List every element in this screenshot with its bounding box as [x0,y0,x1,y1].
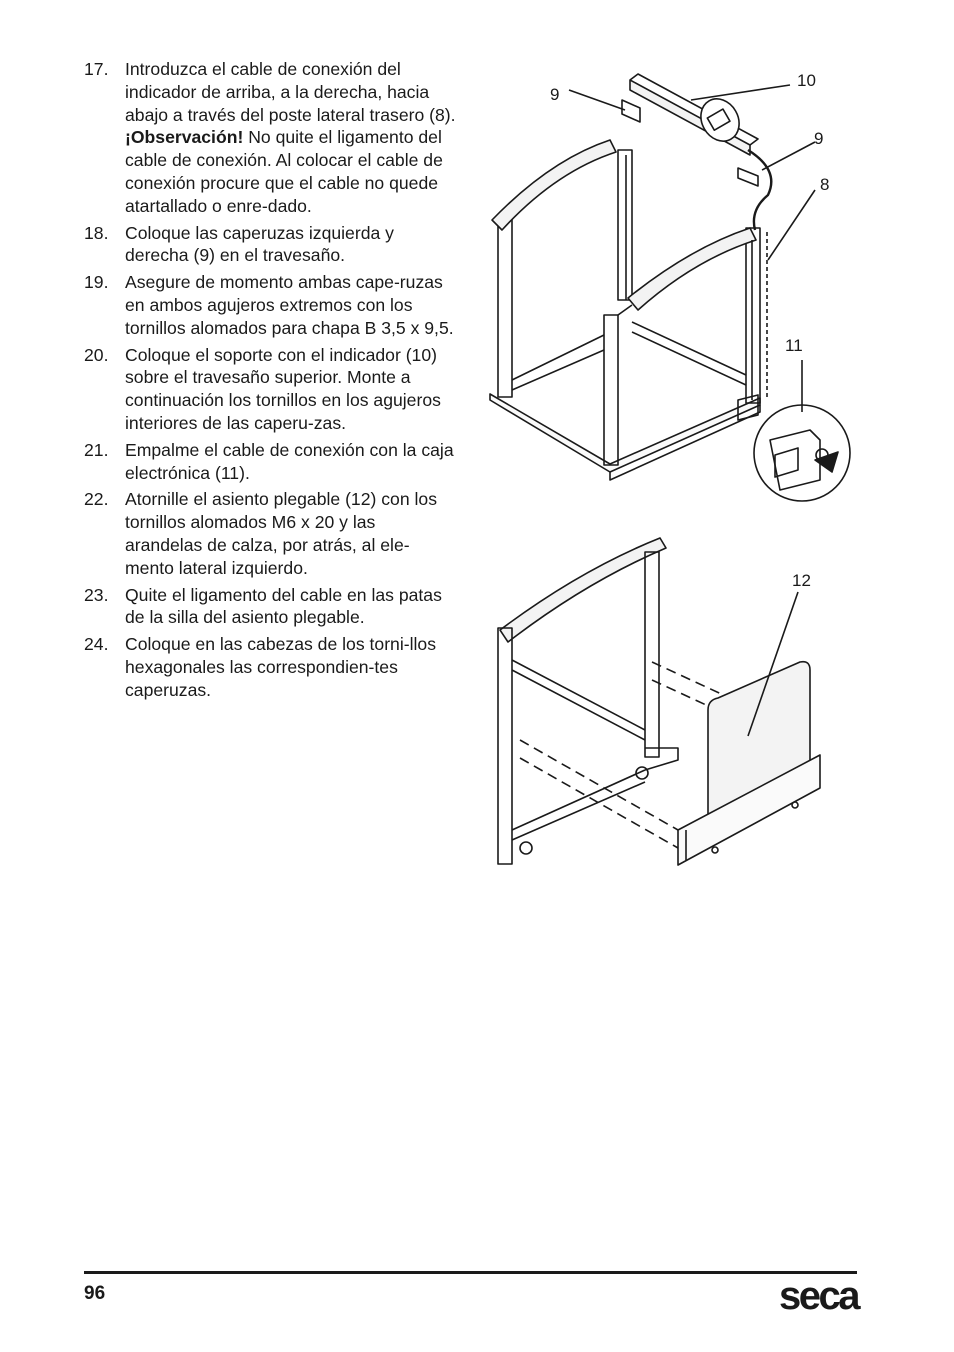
step-number: 19. [84,272,109,293]
step-24 [84,633,456,701]
step-20 [84,344,456,435]
step-22 [84,488,456,579]
step-17 [84,58,456,218]
step-number: 23. [84,584,109,605]
callout-9-left: 9 [550,85,560,104]
step-text: Empalme el cable de conexión con la caja electrónica (11). [125,439,454,483]
assembly-steps-list [84,58,456,706]
step-number: 22. [84,489,109,510]
callout-9-right: 9 [814,129,824,148]
step-text: Coloque el soporte con el indicador (10) sobre el travesaño superior. Monte a continuación los tornillos en los agujeros interiores de las caperu-zas. [125,344,441,433]
step-number: 21. [84,439,109,460]
callout-11: 11 [785,336,803,355]
step-text: Quite el ligamento del cable en las patas de la silla del asiento plegable. [125,584,442,628]
step-text: Coloque en las cabezas de los torni-llos hexagonales las correspondien-tes caperuzas. [125,634,437,700]
step-number: 18. [84,222,109,243]
step-text: Atornille el asiento plegable (12) con los tornillos alomados M6 x 20 y las arandelas de calza, por atrás, al ele-mento lateral izquierdo. [125,489,437,578]
figure-frame-assembly [480,60,860,510]
callout-8: 8 [820,175,830,194]
callout-10: 10 [797,71,816,90]
footer-rule [84,1271,857,1274]
step-text: Asegure de momento ambas cape-ruzas en ambos agujeros extremos con los tornillos alomados para chapa B 3,5 x 9,5. [125,272,454,338]
step-number: 20. [84,344,109,365]
step-number: 17. [84,59,109,79]
step-text: Coloque las caperuzas izquierda y derecha (9) en el travesaño. [125,222,394,266]
seca-logo: seca [779,1274,858,1318]
step-23 [84,584,456,630]
step-number: 24. [84,634,109,655]
page-number: 96 [84,1283,106,1304]
step-18 [84,222,456,268]
step-19 [84,271,456,339]
step-text: Introduzca el cable de conexión del indicador de arriba, a la derecha, hacia abajo a través del poste lateral trasero (8). [125,59,456,125]
note-text: No quite el ligamento del cable de conexión. Al colocar el cable de conexión procure que el cable no quede atartallado o enre-dado. [125,127,443,216]
callout-12: 12 [792,571,811,590]
figure-folding-seat [490,530,830,880]
note-label: ¡Observación! [125,127,244,148]
step-21 [84,439,456,485]
